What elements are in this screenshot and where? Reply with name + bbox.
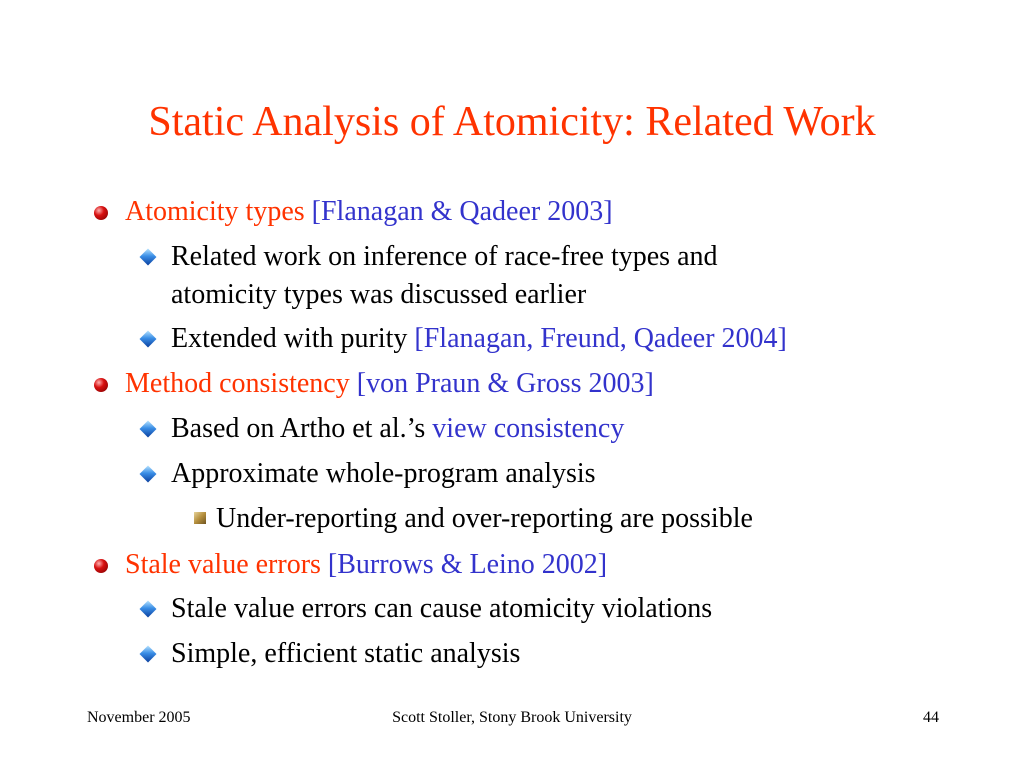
footer-page-number: 44 xyxy=(923,709,939,726)
blue-diamond-bullet-icon xyxy=(140,421,157,438)
bullet-method-consistency xyxy=(125,368,654,400)
bullet-topic: Atomicity types xyxy=(125,196,305,227)
red-sphere-bullet-icon xyxy=(94,206,108,220)
bullet-reference: [Burrows & Leino 2002] xyxy=(327,549,608,580)
red-sphere-bullet-icon xyxy=(94,559,108,573)
footer-date: November 2005 xyxy=(87,709,191,726)
blue-diamond-bullet-icon xyxy=(140,249,157,266)
sub-bullet-highlight: view consistency xyxy=(432,413,625,444)
bullet-topic: Stale value errors xyxy=(125,549,321,580)
blue-diamond-bullet-icon xyxy=(140,646,157,663)
sub-bullet-text: Simple, efficient static analysis xyxy=(171,638,521,669)
slide-title: Static Analysis of Atomicity: Related Work xyxy=(148,99,876,145)
blue-diamond-bullet-icon xyxy=(140,466,157,483)
sub-bullet-text: Stale value errors can cause atomicity violations xyxy=(171,593,713,624)
sub-sub-bullet-text: Under-reporting and over-reporting are possible xyxy=(216,503,753,534)
bullet-topic: Method consistency xyxy=(125,368,350,399)
blue-diamond-bullet-icon xyxy=(140,331,157,348)
sub-bullet-text: Based on Artho et al.’s xyxy=(171,413,433,444)
tan-square-bullet-icon xyxy=(194,512,206,524)
bullet-reference: [Flanagan & Qadeer 2003] xyxy=(311,196,613,227)
sub-bullet-text-continued: atomicity types was discussed earlier xyxy=(171,279,587,310)
sub-bullet-text: Approximate whole-program analysis xyxy=(171,458,596,489)
sub-bullet-view-consistency xyxy=(171,413,624,445)
sub-bullet-purity xyxy=(171,323,787,355)
blue-diamond-bullet-icon xyxy=(140,601,157,618)
sub-bullet-reference: [Flanagan, Freund, Qadeer 2004] xyxy=(414,323,787,354)
bullet-stale-value-errors xyxy=(125,549,607,581)
sub-bullet-text: Related work on inference of race-free types and xyxy=(171,241,718,272)
bullet-reference: [von Praun & Gross 2003] xyxy=(356,368,654,399)
red-sphere-bullet-icon xyxy=(94,378,108,392)
bullet-atomicity-types xyxy=(125,196,613,228)
sub-bullet-text: Extended with purity xyxy=(171,323,415,354)
footer-author: Scott Stoller, Stony Brook University xyxy=(392,709,632,726)
